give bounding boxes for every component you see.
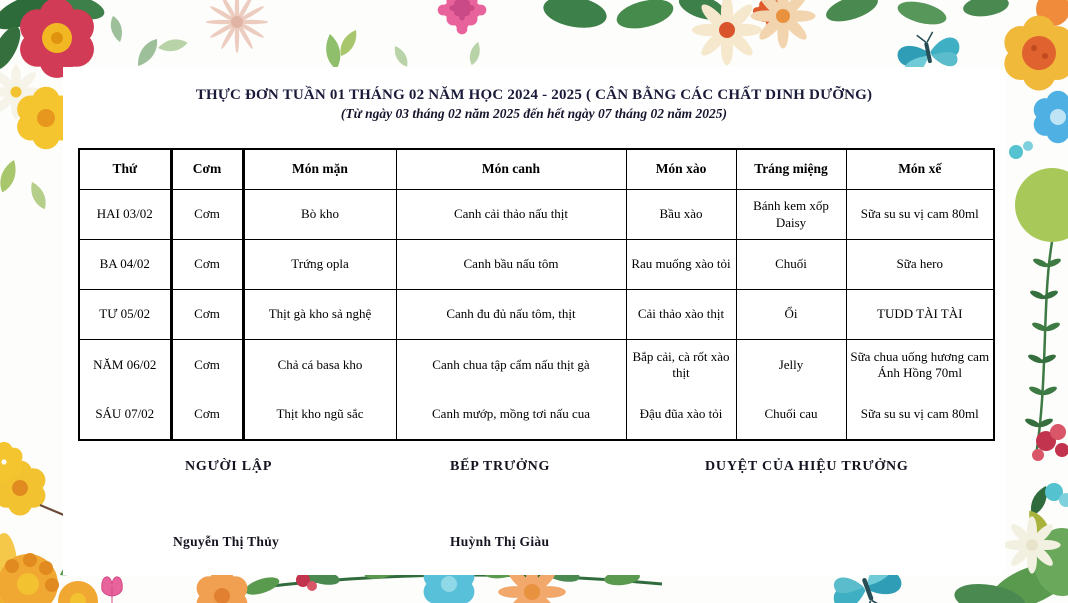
day-cell: TƯ 05/02 <box>79 290 171 340</box>
menu-cell: Canh cải thảo nấu thịt <box>396 190 626 240</box>
menu-cell: Ổi <box>736 290 846 340</box>
menu-cell: Cơm <box>171 190 243 240</box>
column-header-stirfry: Món xào <box>626 149 736 190</box>
menu-cell: Canh bầu nấu tôm <box>396 240 626 290</box>
flowers-left-edge <box>0 158 50 212</box>
signature-name-chef: Huỳnh Thị Giàu <box>450 534 550 549</box>
menu-cell: Chuối cau <box>736 390 846 440</box>
menu-cell: Trứng opla <box>243 240 396 290</box>
menu-cell: Thịt kho ngũ sắc <box>243 390 396 440</box>
menu-cell: Jelly <box>736 340 846 390</box>
column-header-snack: Món xế <box>846 149 994 190</box>
menu-cell: Sữa su su vị cam 80ml <box>846 190 994 240</box>
signature-title-principal-approval: DUYỆT CỦA HIỆU TRƯỞNG <box>705 459 909 474</box>
table-row-friday <box>79 390 994 440</box>
menu-cell: Bánh kem xốp Daisy <box>736 190 846 240</box>
column-header-rice: Cơm <box>171 149 243 190</box>
weekly-menu-table <box>78 148 995 441</box>
signature-name-maker: Nguyễn Thị Thủy <box>173 534 280 549</box>
menu-cell: Cải thảo xào thịt <box>626 290 736 340</box>
signature-title-chef: BẾP TRƯỞNG <box>450 459 551 474</box>
signature-title-maker: NGƯỜI LẬP <box>185 459 273 474</box>
day-cell: SÁU 07/02 <box>79 390 171 440</box>
menu-cell: Canh mướp, mồng tơi nấu cua <box>396 390 626 440</box>
menu-cell: Sữa su su vị cam 80ml <box>846 390 994 440</box>
menu-title: THỰC ĐƠN TUẦN 01 THÁNG 02 NĂM HỌC 2024 - 2025 ( CÂN BẰNG CÁC CHẤT DINH DƯỠNG) <box>195 87 873 103</box>
column-header-soup: Món canh <box>396 149 626 190</box>
day-cell: HAI 03/02 <box>79 190 171 240</box>
menu-cell: Bầu xào <box>626 190 736 240</box>
table-row-monday <box>79 190 994 240</box>
menu-cell: Chuối <box>736 240 846 290</box>
menu-cell: Chả cá basa kho <box>243 340 396 390</box>
menu-cell: Rau muống xào tỏi <box>626 240 736 290</box>
menu-cell: Bắp cải, cà rốt xào thịt <box>626 340 736 390</box>
flowers-top-middle <box>323 0 787 71</box>
menu-cell: Sữa chua uống hương cam Ánh Hồng 70ml <box>846 340 994 390</box>
menu-cell: Cơm <box>171 240 243 290</box>
table-row-wednesday <box>79 290 994 340</box>
menu-cell: Bò kho <box>243 190 396 240</box>
menu-date-range: (Từ ngày 03 tháng 02 năm 2025 đến hết ngày 07 tháng 02 năm 2025) <box>340 106 728 121</box>
day-cell: NĂM 06/02 <box>79 340 171 390</box>
table-row-tuesday <box>79 240 994 290</box>
menu-cell: Thịt gà kho sả nghệ <box>243 290 396 340</box>
menu-cell: Sữa hero <box>846 240 994 290</box>
column-header-dessert: Tráng miệng <box>736 149 846 190</box>
menu-cell: Đậu đũa xào tỏi <box>626 390 736 440</box>
menu-cell: TUDD TÀI TÀI <box>846 290 994 340</box>
menu-cell: Canh đu đủ nấu tôm, thịt <box>396 290 626 340</box>
table-row-thursday <box>79 340 994 390</box>
menu-cell: Canh chua tập cẩm nấu thịt gà <box>396 340 626 390</box>
flowers-right-edge <box>1009 141 1068 544</box>
day-cell: BA 04/02 <box>79 240 171 290</box>
menu-cell: Cơm <box>171 340 243 390</box>
header-row <box>79 149 994 190</box>
column-header-day: Thứ <box>79 149 171 190</box>
menu-cell: Cơm <box>171 290 243 340</box>
column-header-savory: Món mặn <box>243 149 396 190</box>
menu-cell: Cơm <box>171 390 243 440</box>
document-panel <box>63 67 1005 575</box>
